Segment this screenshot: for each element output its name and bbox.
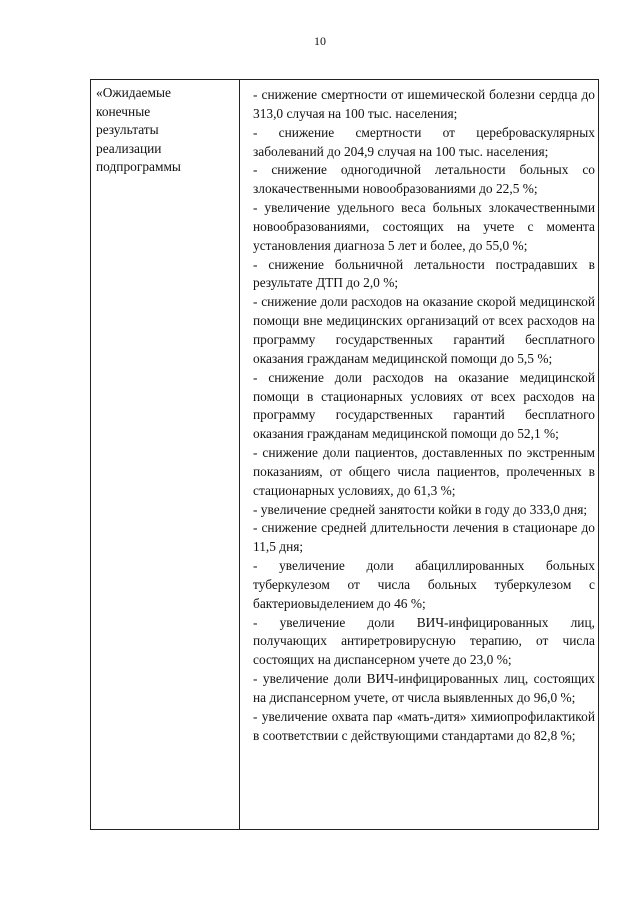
result-item: - увеличение средней занятости койки в году до 333,0 дня;: [253, 501, 588, 517]
expected-results-cell: [253, 86, 595, 746]
result-item: - снижение доли пациентов, доставленных по экстренным показаниям, от общего числа пациентов, пролеченных в стационарных условиях, до 61,3 %;: [253, 445, 595, 498]
result-item: - снижение смертности от цереброваскулярных заболеваний до 204,9 случая на 100 тыс. населения;: [253, 124, 595, 159]
section-label-line: конечные: [96, 103, 151, 119]
result-item: - снижение доли расходов на оказание медицинской помощи в стационарных условиях от всех расходов на программу государственных гарантий бесплатного оказания гражданам медицинской помощи до 52,1 %;: [253, 369, 595, 442]
result-item: - увеличение удельного веса больных злокачественными новообразованиями, состоящих на учете с момента установления диагноза 5 лет и более, до 55,0 %;: [253, 200, 595, 253]
section-label-line: «Ожидаемые: [96, 85, 171, 100]
result-item: - увеличение доли ВИЧ-инфицированных лиц, получающих антиретровирусную терапию, от числа состоящих на диспансерном учете до 23,0 %;: [253, 614, 595, 668]
result-item: - снижение больничной летальности пострадавших в результате ДТП до 2,0 %;: [253, 256, 595, 291]
section-label-line: реализации: [96, 140, 162, 156]
result-item: - снижение средней длительности лечения в стационаре до 11,5 дня;: [253, 520, 595, 555]
result-item: - снижение доли расходов на оказание скорой медицинской помощи вне медицинских организаций от всех расходов на программу государственных гарантий бесплатного оказания гражданам медицинской помощи до 5,5 %;: [253, 294, 595, 366]
document-table: [90, 79, 599, 830]
page-number: 10: [314, 34, 326, 48]
result-item: - снижение смертности от ишемической болезни сердца до 313,0 случая на 100 тыс. населения;: [253, 87, 595, 121]
result-item: - увеличение доли абациллированных больных туберкулезом от числа больных туберкулезом с бактериовыделением до 46 %;: [253, 558, 595, 611]
column-divider: [239, 80, 240, 829]
result-item: - увеличение охвата пар «мать-дитя» химиопрофилактикой в соответствии с действующими стандартами до 82,8 %;: [253, 708, 595, 743]
section-label-line: результаты: [96, 122, 159, 138]
section-label-cell: [96, 84, 236, 177]
result-item: - снижение одногодичной летальности больных со злокачественными новообразованиями до 22,5 %;: [253, 162, 595, 197]
result-item: - увеличение доли ВИЧ-инфицированных лиц, состоящих на диспансерном учете, от числа выявленных до 96,0 %;: [253, 671, 595, 705]
section-label-line: подпрограммы: [96, 159, 181, 175]
